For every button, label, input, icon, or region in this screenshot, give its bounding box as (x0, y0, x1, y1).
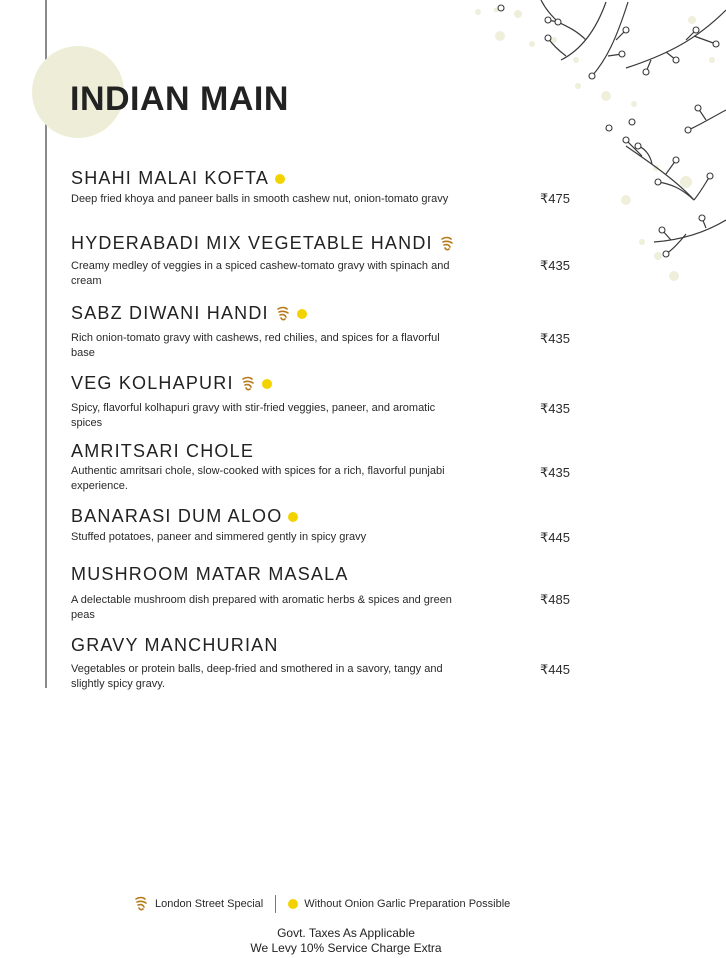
no-onion-garlic-dot-icon (288, 512, 298, 522)
footer-notes (0, 926, 692, 956)
item-description: A delectable mushroom dish prepared with aromatic herbs & spices and green peas (71, 594, 452, 621)
london-street-special-icon (275, 306, 291, 322)
item-price: ₹475 (540, 191, 570, 206)
menu-item (71, 373, 591, 433)
item-name-text: AMRITSARI CHOLE (71, 441, 255, 461)
menu-item (71, 635, 591, 695)
item-name-text: HYDERABADI MIX VEGETABLE HANDI (71, 233, 433, 253)
item-price: ₹485 (540, 592, 570, 607)
london-street-special-icon (439, 236, 455, 252)
page-title: INDIAN MAIN (70, 80, 289, 118)
item-name-text: GRAVY MANCHURIAN (71, 635, 279, 655)
item-price: ₹435 (540, 258, 570, 273)
item-name (71, 635, 279, 656)
item-name (71, 506, 298, 527)
item-price: ₹445 (540, 662, 570, 677)
menu-item (71, 441, 591, 501)
item-description: Authentic amritsari chole, slow-cooked with spices for a rich, flavorful punjabi experience. (71, 465, 445, 492)
item-price: ₹445 (540, 530, 570, 545)
item-name (71, 441, 254, 462)
item-name-text: MUSHROOM MATAR MASALA (71, 564, 349, 584)
item-description: Stuffed potatoes, paneer and simmered gently in spicy gravy (71, 531, 367, 543)
item-description: Spicy, flavorful kolhapuri gravy with stir-fried veggies, paneer, and aromatic spices (71, 402, 436, 429)
item-name-text: VEG KOLHAPURI (71, 373, 234, 393)
item-name (71, 564, 349, 585)
no-onion-garlic-dot-icon (288, 899, 298, 909)
menu-item (71, 233, 591, 293)
footer-service-charge: We Levy 10% Service Charge Extra (250, 941, 442, 955)
menu-item (71, 564, 591, 624)
menu-item (71, 303, 591, 363)
item-name-text: BANARASI DUM ALOO (71, 506, 283, 526)
no-onion-garlic-dot-icon (297, 309, 307, 319)
item-price: ₹435 (540, 401, 570, 416)
item-name-text: SHAHI MALAI KOFTA (71, 168, 270, 188)
no-onion-garlic-dot-icon (275, 174, 285, 184)
item-name-text: SABZ DIWANI HANDI (71, 303, 269, 323)
item-price: ₹435 (540, 465, 570, 480)
london-street-special-icon (133, 896, 149, 912)
legend (133, 895, 510, 913)
item-description: Vegetables or protein balls, deep-fried and smothered in a savory, tangy and slightly spicy gravy. (71, 663, 443, 690)
menu-item (71, 506, 591, 566)
item-price: ₹435 (540, 331, 570, 346)
legend-dot-label: Without Onion Garlic Preparation Possible (304, 898, 511, 910)
item-description: Creamy medley of veggies in a spiced cashew-tomato gravy with spinach and cream (71, 260, 450, 287)
item-name (71, 233, 455, 254)
no-onion-garlic-dot-icon (262, 379, 272, 389)
legend-divider (275, 895, 276, 913)
item-description: Deep fried khoya and paneer balls in smooth cashew nut, onion-tomato gravy (71, 193, 449, 205)
footer-taxes: Govt. Taxes As Applicable (277, 926, 415, 940)
menu-item (71, 168, 591, 228)
legend-special-label: London Street Special (155, 898, 264, 910)
item-name (71, 168, 285, 189)
item-name (71, 303, 307, 324)
item-name (71, 373, 272, 394)
london-street-special-icon (240, 376, 256, 392)
item-description: Rich onion-tomato gravy with cashews, red chilies, and spices for a flavorful base (71, 332, 440, 359)
